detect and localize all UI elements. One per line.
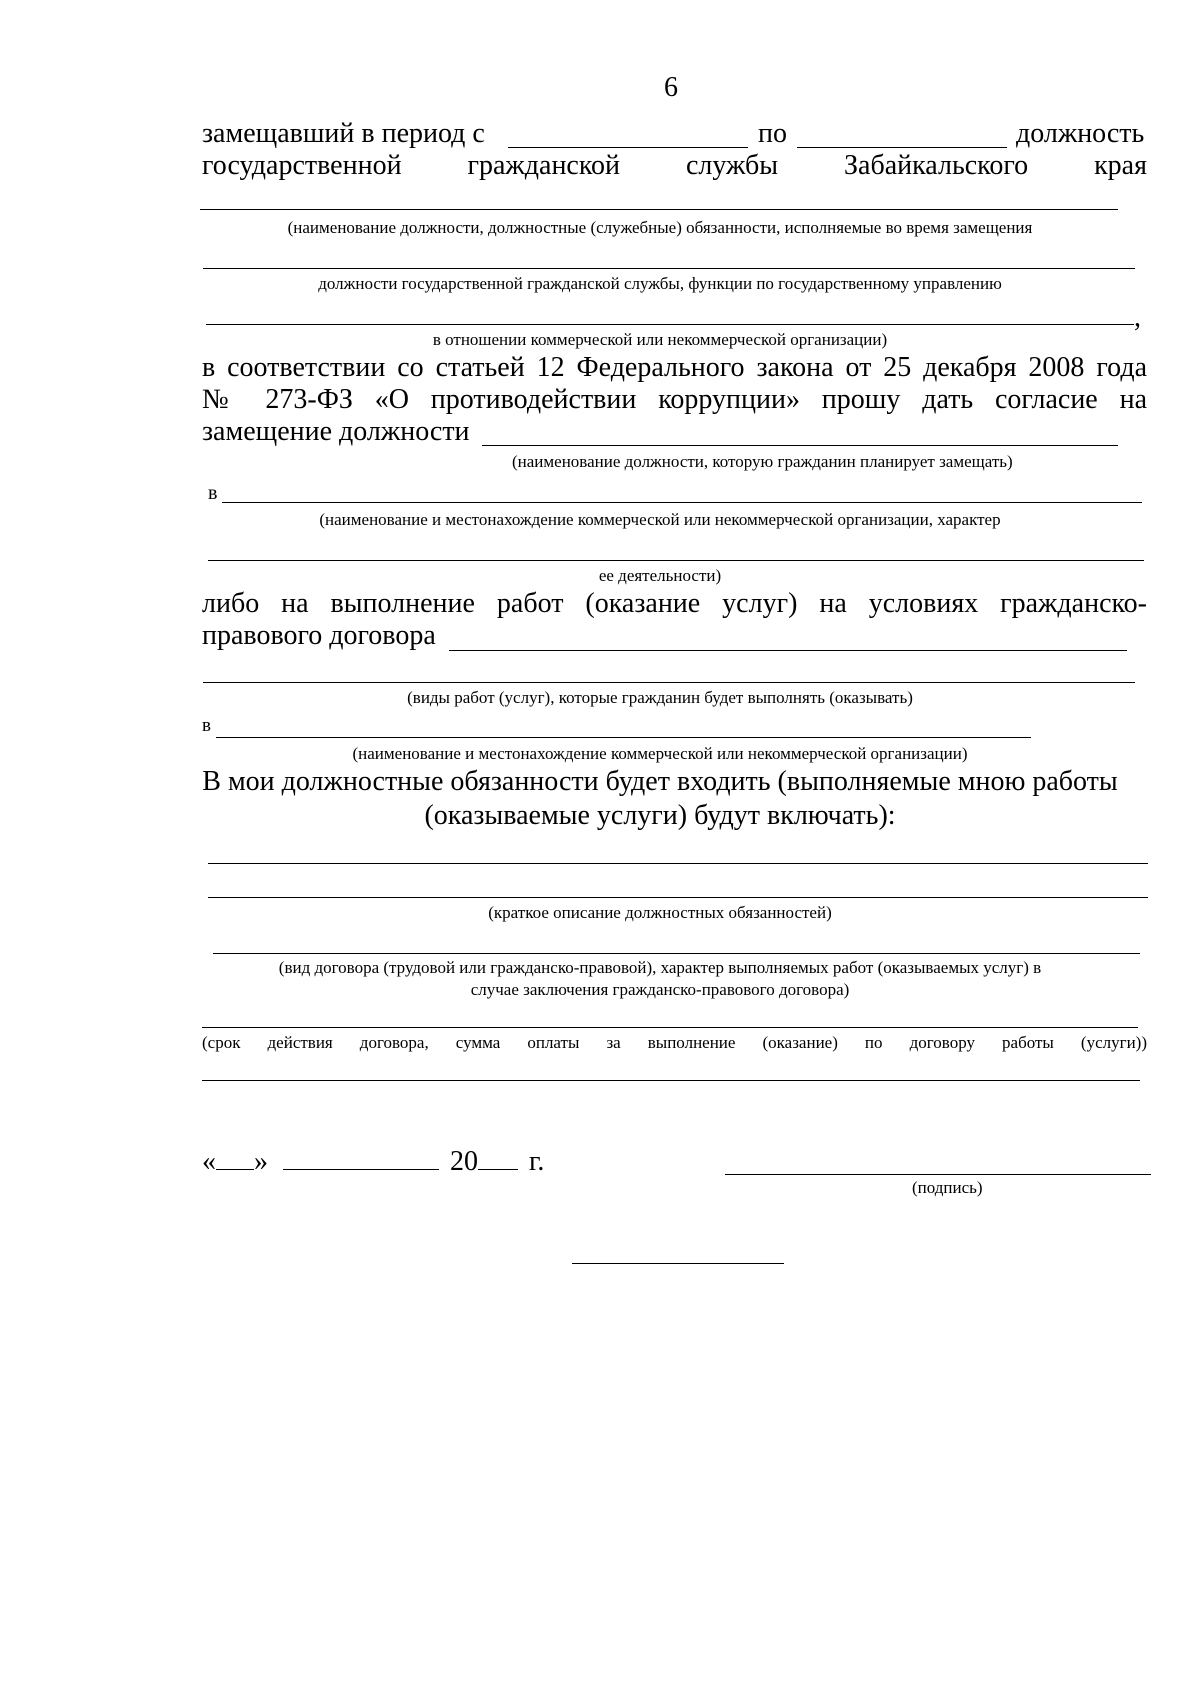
- date-day-field[interactable]: [216, 1145, 254, 1170]
- paragraph-contract-line-2: правового договора: [202, 620, 436, 651]
- caption-organization-activity: ее деятельности): [598, 566, 722, 585]
- duties-heading-line-2: (оказываемые услуги) будут включать):: [424, 800, 896, 831]
- caption-contract-type-line-1: (вид договора (трудовой или гражданско-правовой), характер выполняемых работ (оказываемых услуг) в: [278, 958, 1042, 977]
- organization-relation-field[interactable]: [206, 324, 1134, 325]
- date-year-field[interactable]: [478, 1145, 518, 1170]
- position-label: должность: [1016, 118, 1145, 149]
- signature-field[interactable]: [725, 1174, 1151, 1175]
- date-year-suffix: г.: [529, 1146, 545, 1177]
- organization-name-field-2[interactable]: [216, 737, 1031, 738]
- duties-field-1[interactable]: [208, 863, 1148, 864]
- caption-organization-relation: в отношении коммерческой или некоммерческой организации): [432, 330, 888, 349]
- caption-work-types: (виды работ (услуг), которые гражданин будет выполнять (оказывать): [407, 688, 913, 707]
- date-close-quote: »: [254, 1146, 268, 1177]
- date-row: [202, 1145, 544, 1178]
- work-types-field[interactable]: [203, 682, 1135, 683]
- service-word-2: гражданской: [467, 150, 621, 181]
- organization-activity-field[interactable]: [208, 560, 1144, 561]
- paragraph-consent-line-3: замещение должности: [202, 416, 470, 447]
- caption-organization-name-2: (наименование и местонахождение коммерческой или некоммерческой организации): [352, 744, 968, 763]
- contract-type-field[interactable]: [213, 953, 1140, 954]
- caption-position-description: (наименование должности, должностные (служебные) обязанности, исполняемые во время замещения: [287, 218, 1033, 237]
- caption-organization-name: (наименование и местонахождение коммерческой или некоммерческой организации, характер: [319, 510, 1001, 529]
- period-label: замещавший в период с: [202, 118, 485, 149]
- date-open-quote: «: [202, 1146, 216, 1177]
- caption-planned-position: (наименование должности, которую гражданин планирует замещать): [512, 452, 1013, 471]
- v-letter-2: в: [202, 715, 211, 736]
- service-word-3: службы: [685, 150, 779, 181]
- duties-field-2[interactable]: [208, 897, 1148, 898]
- comma: ,: [1134, 302, 1141, 333]
- closing-separator: [572, 1263, 784, 1264]
- page-number: 6: [664, 72, 678, 103]
- organization-name-field[interactable]: [222, 502, 1142, 503]
- paragraph-contract-line-1: либо на выполнение работ (оказание услуг) на условиях гражданско-: [202, 588, 1147, 619]
- service-word-4: Забайкальского: [844, 150, 1029, 181]
- caption-service-functions: должности государственной гражданской службы, функции по государственному управлению: [318, 274, 1002, 293]
- position-functions-field[interactable]: [203, 268, 1135, 269]
- period-from-field[interactable]: [508, 147, 748, 148]
- duties-heading-line-1: В мои должностные обязанности будет входить (выполняемые мною работы: [202, 766, 1118, 797]
- planned-position-field[interactable]: [482, 445, 1118, 446]
- period-to-label: по: [758, 118, 787, 149]
- service-word-1: государственной: [202, 150, 402, 181]
- paragraph-consent-line-1: в соответствии со статьей 12 Федерального закона от 25 декабря 2008 года: [202, 352, 1147, 383]
- position-description-field[interactable]: [200, 209, 1118, 210]
- period-to-field[interactable]: [797, 147, 1007, 148]
- paragraph-consent-line-2: № 273-ФЗ «О противодействии коррупции» прошу дать согласие на: [202, 384, 1147, 415]
- caption-contract-type-line-2: случае заключения гражданско-правового договора): [470, 980, 850, 999]
- contract-terms-field[interactable]: [202, 1027, 1138, 1028]
- contract-field[interactable]: [449, 650, 1127, 651]
- contract-terms-field-2[interactable]: [202, 1080, 1140, 1081]
- date-month-field[interactable]: [283, 1145, 439, 1170]
- caption-contract-terms: (срок действия договора, сумма оплаты за выполнение (оказание) по договору работы (услуги)): [202, 1033, 1147, 1052]
- service-word-5: края: [1094, 150, 1147, 181]
- caption-signature: (подпись): [912, 1178, 983, 1197]
- date-year-prefix: 20: [450, 1146, 478, 1177]
- service-line: [202, 150, 1147, 182]
- caption-duties: (краткое описание должностных обязанностей): [488, 903, 832, 922]
- v-letter-1: в: [208, 482, 218, 504]
